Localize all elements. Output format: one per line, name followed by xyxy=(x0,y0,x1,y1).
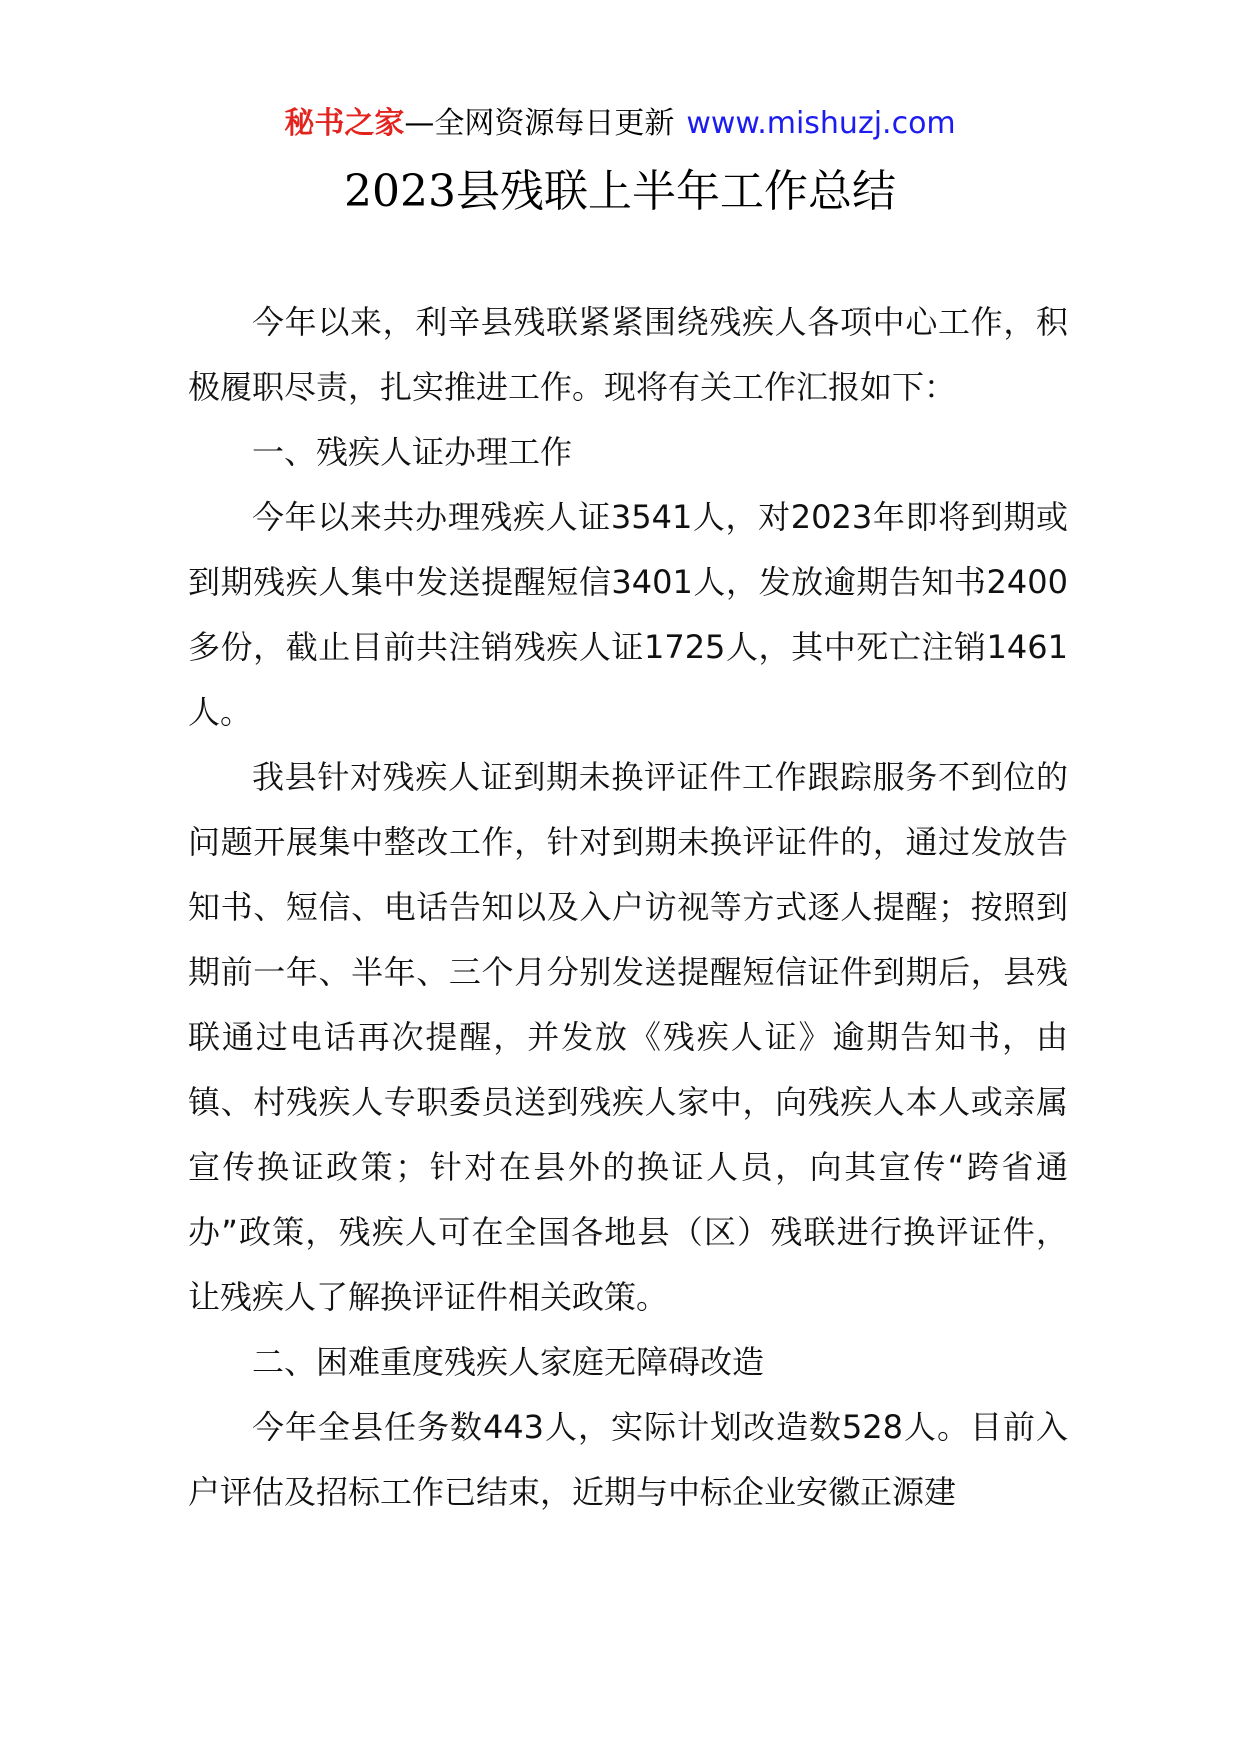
intro-paragraph: 今年以来，利辛县残联紧紧围绕残疾人各项中心工作，积极履职尽责，扎实推进工作。现将有关工作汇报如下： xyxy=(188,303,1068,406)
site-header xyxy=(0,102,1240,146)
brand-tagline: —全网资源每日更新 xyxy=(404,106,675,141)
section-2-heading: 二、困难重度残疾人家庭无障碍改造 xyxy=(252,1343,765,1381)
document-title: 2023县残联上半年工作总结 xyxy=(344,166,896,217)
section-1-paragraph-1: 今年以来共办理残疾人证3541人，对2023年即将到期或到期残疾人集中发送提醒短信3401人，发放逾期告知书2400多份，截止目前共注销残疾人证1725人，其中死亡注销1461人。 xyxy=(188,498,1068,731)
site-url-link[interactable]: www.mishuzj.com xyxy=(686,106,956,141)
document-body xyxy=(188,290,1068,1525)
section-1-paragraph-2: 我县针对残疾人证到期未换评证件工作跟踪服务不到位的问题开展集中整改工作，针对到期未换评证件的，通过发放告知书、短信、电话告知以及入户访视等方式逐人提醒；按照到期前一年、半年、三个月分别发送提醒短信证件到期后，县残联通过电话再次提醒，并发放《残疾人证》逾期告知书，由镇、村残疾人专职委员送到残疾人家中，向残疾人本人或亲属宣传换证政策；针对在县外的换证人员，向其宣传“跨省通办”政策，残疾人可在全国各地县（区）残联进行换评证件，让残疾人了解换评证件相关政策。 xyxy=(188,758,1068,1316)
brand-name: 秘书之家 xyxy=(284,106,405,141)
section-2-paragraph-1: 今年全县任务数443人，实际计划改造数528人。目前入户评估及招标工作已结束，近期与中标企业安徽正源建 xyxy=(188,1408,1068,1511)
section-1-heading: 一、残疾人证办理工作 xyxy=(252,433,573,471)
